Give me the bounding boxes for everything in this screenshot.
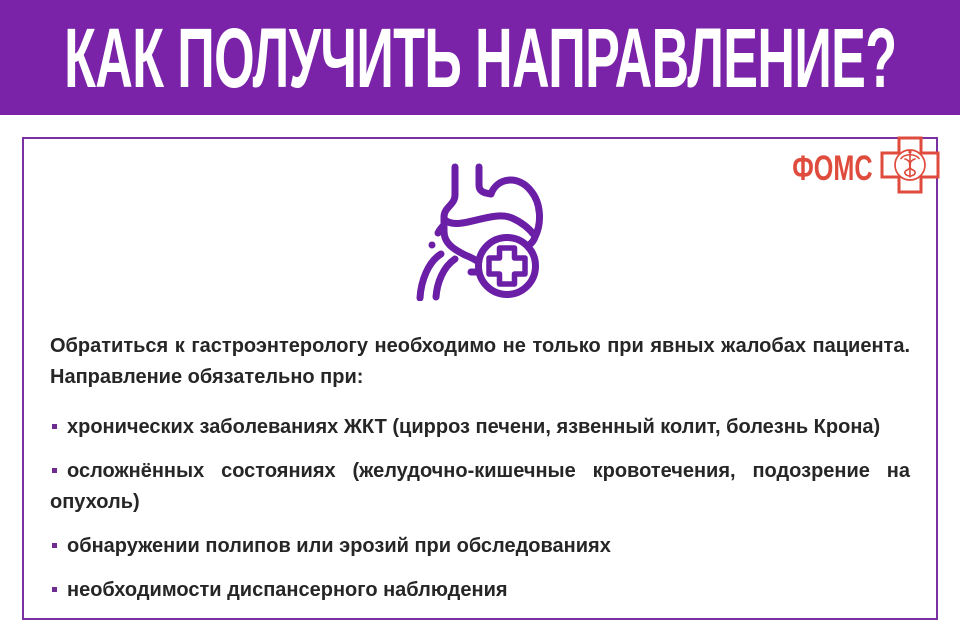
list-item bbox=[50, 456, 910, 518]
list-item bbox=[50, 412, 910, 443]
stomach-medical-icon bbox=[415, 161, 545, 301]
page-title: КАК ПОЛУЧИТЬ НАПРАВЛЕНИЕ? bbox=[63, 10, 897, 105]
list-item bbox=[50, 531, 910, 562]
stomach-outline bbox=[444, 167, 477, 261]
foms-logo bbox=[761, 136, 940, 194]
content-card bbox=[22, 137, 938, 620]
bullet-text: хронических заболеваниях ЖКТ (цирроз печени, язвенный колит, болезнь Крона) bbox=[67, 416, 881, 438]
bullet-marker bbox=[52, 424, 57, 429]
bullet-marker bbox=[52, 587, 57, 592]
intro-text: Обратиться к гастроэнтерологу необходимо не только при явных жалобах пациента. Направление обязательно при: bbox=[50, 335, 910, 388]
bullet-list bbox=[50, 412, 910, 606]
bullet-marker bbox=[52, 468, 57, 473]
header-banner bbox=[0, 0, 960, 115]
list-item bbox=[50, 575, 910, 606]
foms-logo-text: ФОМС bbox=[792, 148, 873, 188]
bullet-text: необходимости диспансерного наблюдения bbox=[67, 579, 508, 601]
bullet-marker bbox=[52, 543, 57, 548]
bullet-text: обнаружении полипов или эрозий при обследованиях bbox=[67, 535, 611, 557]
medical-cross-icon bbox=[880, 136, 940, 194]
bullet-text: осложнённых состояниях (желудочно-кишечные кровотечения, подозрение на опухоль) bbox=[50, 460, 910, 513]
